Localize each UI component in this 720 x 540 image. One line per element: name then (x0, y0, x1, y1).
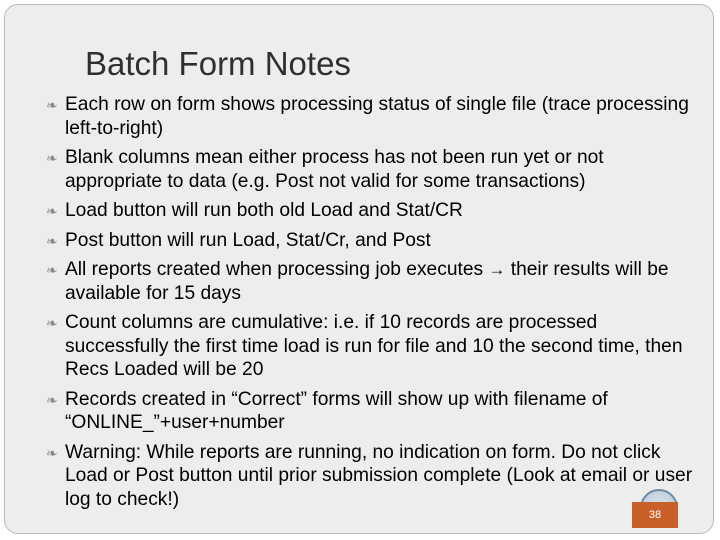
bullet-item (46, 441, 695, 512)
bullet-text-before: All reports created when processing job executes (65, 259, 489, 280)
bullet-item (46, 199, 695, 223)
bullet-text-after: their results will be available for 15 days (65, 259, 669, 304)
right-arrow-icon: → (488, 260, 506, 279)
leaf-bullet-icon: ❧ (46, 150, 58, 166)
bullet-text: Count columns are cumulative: i.e. if 10 records are processed successfully the first time load is run for file and 10 the second time, then Recs Loaded will be 20 (65, 312, 683, 380)
bullet-item (46, 229, 695, 253)
bullet-list (46, 93, 695, 517)
leaf-bullet-icon: ❧ (46, 97, 58, 113)
bullet-item (46, 258, 695, 305)
bullet-text: Records created in “Correct” forms will show up with filename of “ONLINE_”+user+number (65, 388, 608, 433)
slide (4, 4, 714, 534)
bullet-item (46, 93, 695, 140)
leaf-bullet-icon: ❧ (46, 232, 58, 249)
bullet-text: Each row on form shows processing status of single file (trace processing left-to-right) (65, 94, 689, 139)
leaf-bullet-icon: ❧ (46, 262, 58, 278)
leaf-bullet-icon: ❧ (46, 391, 58, 408)
page-number: 38 (632, 502, 678, 528)
bullet-text: Warning: While reports are running, no indication on form. Do not click Load or Post button until prior submission complete (Look at email or user log to check!) (65, 441, 693, 510)
bullet-text: Blank columns mean either process has not been run yet or not appropriate to data (e.g. Post not valid for some transactions) (65, 147, 604, 192)
leaf-bullet-icon: ❧ (46, 444, 58, 461)
leaf-bullet-icon: ❧ (46, 203, 58, 219)
bullet-text: Post button will run Load, Stat/Cr, and Post (65, 229, 431, 251)
leaf-bullet-icon: ❧ (46, 315, 58, 331)
bullet-text: Load button will run both old Load and Stat/CR (65, 200, 463, 221)
bullet-item (46, 146, 695, 193)
bullet-item (46, 388, 695, 435)
bullet-item (46, 311, 695, 382)
slide-title: Batch Form Notes (85, 45, 351, 82)
